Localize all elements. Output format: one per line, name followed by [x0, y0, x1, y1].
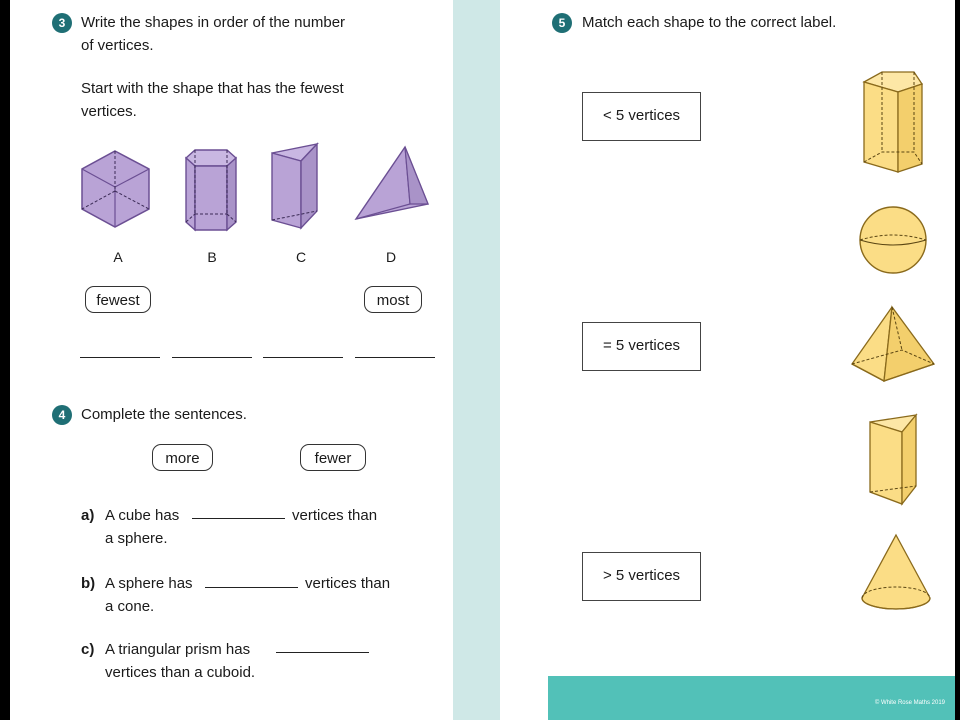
- label-equal-5-vertices[interactable]: = 5 vertices: [582, 322, 701, 371]
- q4a-line2: a sphere.: [105, 530, 168, 547]
- q4a-blank[interactable]: [192, 518, 285, 519]
- q5-prompt: Match each shape to the correct label.: [582, 14, 837, 31]
- q3-instruction-line2: vertices.: [81, 103, 137, 120]
- shape-letter-c: C: [295, 249, 307, 265]
- q4a-before: A cube has: [105, 507, 180, 524]
- sphere-icon[interactable]: [857, 204, 929, 276]
- q4b-line2: a cone.: [105, 598, 155, 615]
- right-black-border: [955, 0, 960, 720]
- answer-blank-3[interactable]: [263, 357, 343, 358]
- fewest-tag: fewest: [85, 286, 151, 313]
- answer-blank-1[interactable]: [80, 357, 160, 358]
- shape-letter-d: D: [385, 249, 397, 265]
- q4b-after: vertices than: [305, 575, 391, 592]
- left-black-border: [0, 0, 10, 720]
- answer-blank-2[interactable]: [172, 357, 252, 358]
- q4a-after: vertices than: [292, 507, 378, 524]
- page-gutter: [453, 0, 500, 720]
- q4c-label: c): [81, 641, 95, 658]
- q4c-before: A triangular prism has: [105, 641, 251, 658]
- q4a-label: a): [81, 507, 95, 524]
- page-footer-band: [548, 676, 955, 720]
- triangular-prism-icon[interactable]: [866, 412, 922, 508]
- q4c-blank[interactable]: [276, 652, 369, 653]
- question-3-number: 3: [52, 13, 72, 33]
- word-fewer: fewer: [300, 444, 366, 471]
- q3-prompt-line1: Write the shapes in order of the number: [81, 14, 346, 31]
- question-4-number: 4: [52, 405, 72, 425]
- copyright-text: © White Rose Maths 2019: [874, 700, 945, 706]
- label-more-than-5-vertices[interactable]: > 5 vertices: [582, 552, 701, 601]
- triangular-prism-icon: [268, 141, 322, 233]
- label-fewer-than-5-vertices[interactable]: < 5 vertices: [582, 92, 701, 141]
- shape-letter-b: B: [207, 249, 217, 265]
- hexagonal-prism-icon: [182, 146, 240, 234]
- question-5-number: 5: [552, 13, 572, 33]
- cube-icon: [78, 148, 153, 230]
- q4b-blank[interactable]: [205, 587, 298, 588]
- cone-icon[interactable]: [858, 532, 934, 614]
- q4c-line2: vertices than a cuboid.: [105, 664, 256, 681]
- q4b-before: A sphere has: [105, 575, 193, 592]
- triangular-pyramid-icon: [352, 144, 434, 226]
- most-tag: most: [364, 286, 422, 313]
- shape-letter-a: A: [113, 249, 123, 265]
- q3-prompt-line2: of vertices.: [81, 37, 154, 54]
- q4b-label: b): [81, 575, 96, 592]
- answer-blank-4[interactable]: [355, 357, 435, 358]
- square-pyramid-icon[interactable]: [848, 304, 938, 386]
- q4-prompt: Complete the sentences.: [81, 406, 247, 423]
- q3-instruction-line1: Start with the shape that has the fewest: [81, 80, 344, 97]
- word-more: more: [152, 444, 213, 471]
- pentagonal-prism-icon[interactable]: [858, 68, 928, 176]
